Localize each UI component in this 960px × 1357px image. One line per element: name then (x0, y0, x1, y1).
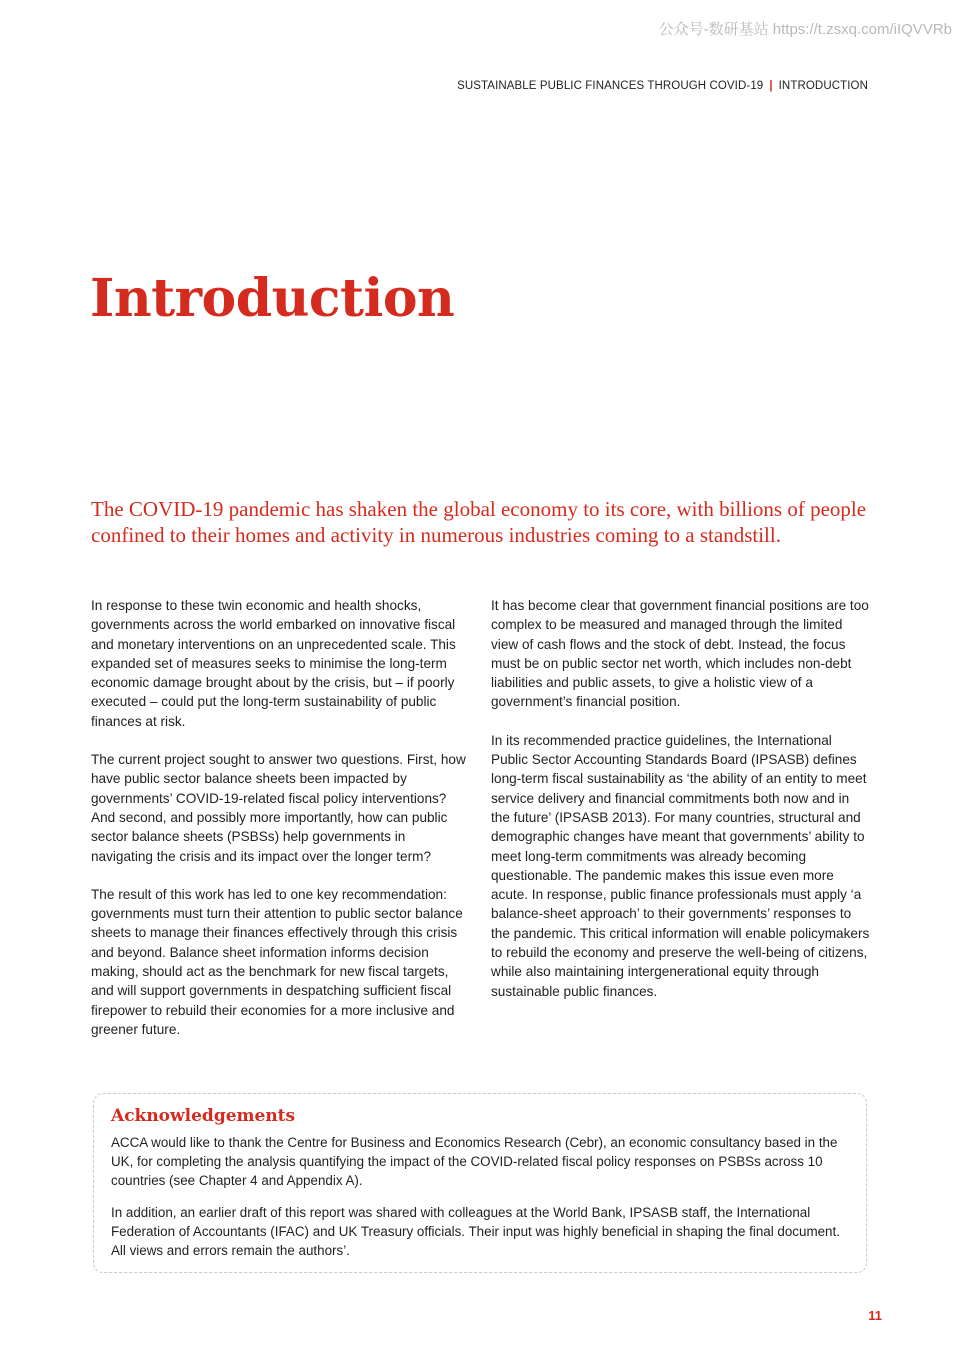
body-paragraph: The current project sought to answer two questions. First, how have public sector balance sheets been impacted by governments’ COVID-19-related fiscal policy interventions? And second, and possibly more importantly, how can public sector balance sheets (PSBSs) help governments in navigating the crisis and its impact over the longer term? (91, 752, 466, 864)
acknowledgements-paragraph: ACCA would like to thank the Centre for Business and Economics Research (Cebr), an economic consultancy based in the UK, for completing the analysis quantifying the impact of the COVID-related fiscal policy responses on PSBSs across 10 countries (see Chapter 4 and Appendix A). (111, 1135, 838, 1189)
lead-paragraph: The COVID-19 pandemic has shaken the global economy to its core, with billions of people confined to their homes and activity in numerous industries coming to a standstill. (91, 497, 867, 547)
watermark-text: 公众号-数研基站 https://t.zsxq.com/iIQVVRb (658, 21, 952, 38)
body-paragraph: The result of this work has led to one key recommendation: governments must turn their attention to public sector balance sheets to manage their finances effectively through this crisis and beyond. Balance sheet information informs decision making, should act as the benchmark for new fiscal targets, and will support governments in despatching sufficient fiscal firepower to rebuild their economies for a more inclusive and greener future. (91, 886, 463, 1037)
body-paragraph: In response to these twin economic and health shocks, governments across the world embarked on innovative fiscal and monetary interventions on an unprecedented scale. This expanded set of measures seeks to minimise the long-term economic damage brought about by the crisis, but – if poorly executed – could put the long-term sustainability of public finances at risk. (91, 598, 456, 729)
acknowledgements-title: Acknowledgements (111, 1106, 296, 1126)
right-column (491, 596, 871, 1020)
report-title: SUSTAINABLE PUBLIC FINANCES THROUGH COVID-19 (457, 80, 764, 92)
body-paragraph: It has become clear that government financial positions are too complex to be measured and managed through the limited view of cash flows and the stock of debt. Instead, the focus must be on public sector net worth, which includes non-debt liabilities and public assets, to give a holistic view of a government’s financial position. (491, 598, 869, 710)
left-column (91, 596, 471, 1058)
body-paragraph: In its recommended practice guidelines, the International Public Sector Accounting Standards Board (IPSASB) defines long-term fiscal sustainability as ‘the ability of an entity to meet service delivery and financial commitments both now and in the future’ (IPSASB 2013). For many countries, structural and demographic changes have meant that governments’ ability to meet long-term commitments was already becoming questionable. The pandemic makes this issue even more acute. In response, public finance professionals must apply ‘a balance-sheet approach’ to their governments’ responses to the pandemic. This critical information will enable policymakers to rebuild the economy and preserve the well-being of citizens, while also maintaining intergenerational equity through sustainable public finances. (491, 732, 870, 999)
acknowledgements-body (111, 1133, 851, 1272)
header-separator: | (769, 80, 773, 92)
section-name: INTRODUCTION (778, 80, 868, 92)
page-title: Introduction (90, 268, 455, 329)
page-number: 11 (868, 1308, 882, 1323)
running-header (457, 80, 868, 92)
acknowledgements-paragraph: In addition, an earlier draft of this report was shared with colleagues at the World Bank, IPSASB staff, the International Federation of Accountants (IFAC) and UK Treasury officials. Their input was highly beneficial in shaping the final document. All views and errors remain the authors’. (111, 1204, 840, 1259)
